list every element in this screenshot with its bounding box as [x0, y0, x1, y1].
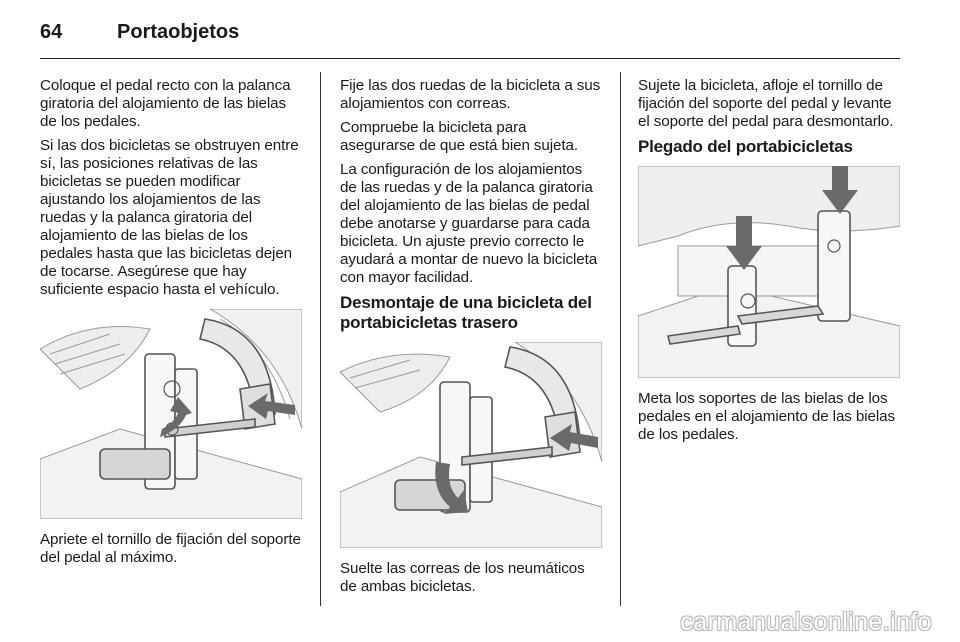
column-divider: [320, 72, 321, 606]
section-heading: Desmontaje de una bicicleta del portabicicletas trasero: [340, 293, 592, 332]
figure-caption: Apriete el tornillo de fijación del soporte del pedal al máximo.: [40, 531, 301, 566]
column-divider: [620, 72, 621, 606]
column-2: [340, 77, 602, 602]
strap-release-illustration: [340, 342, 602, 548]
header-divider: [40, 58, 900, 59]
paragraph: Sujete la bicicleta, afloje el tornillo de fijación del soporte del pedal y levante el soporte del pedal para desmontarlo.: [638, 77, 894, 130]
page-title: Portaobjetos: [117, 21, 240, 43]
page-header: [40, 14, 900, 50]
paragraph: Si las dos bicicletas se obstruyen entre sí, las posiciones relativas de las bicicletas se pueden modificar ajustando los alojamientos de las ruedas y la palanca giratoria del alojamiento de las bielas de los pedales hasta que las bicicletas dejen de tocarse. Asegúrese que hay suficiente espacio hasta el vehículo.: [40, 137, 299, 298]
figure-caption: Suelte las correas de los neumáticos de ambas bicicletas.: [340, 560, 585, 595]
figure-caption: Meta los soportes de las bielas de los pedales en el alojamiento de las bielas de los pedales.: [638, 390, 895, 443]
paragraph: Fije las dos ruedas de la bicicleta a sus alojamientos con correas.: [340, 77, 601, 112]
pedal-holder-illustration: [40, 309, 302, 519]
folding-rack-illustration: [638, 166, 900, 378]
paragraph: La configuración de los alojamientos de las ruedas y de la palanca giratoria del alojamiento de las bielas de pedal debe anotarse y guardarse para cada bicicleta. Un ajuste previo correcto le ayudará a montar de nuevo la bicicleta con mayor facilidad.: [340, 161, 598, 286]
paragraph: Coloque el pedal recto con la palanca giratoria del alojamiento de las bielas de los pedales.: [40, 77, 291, 130]
section-heading: Plegado del portabicicletas: [638, 137, 853, 156]
watermark: carmanualsonline.info: [680, 608, 932, 636]
column-3: [638, 77, 900, 450]
page-number: 64: [40, 21, 63, 43]
column-1: [40, 77, 302, 573]
paragraph: Compruebe la bicicleta para asegurarse de que está bien sujeta.: [340, 119, 578, 154]
